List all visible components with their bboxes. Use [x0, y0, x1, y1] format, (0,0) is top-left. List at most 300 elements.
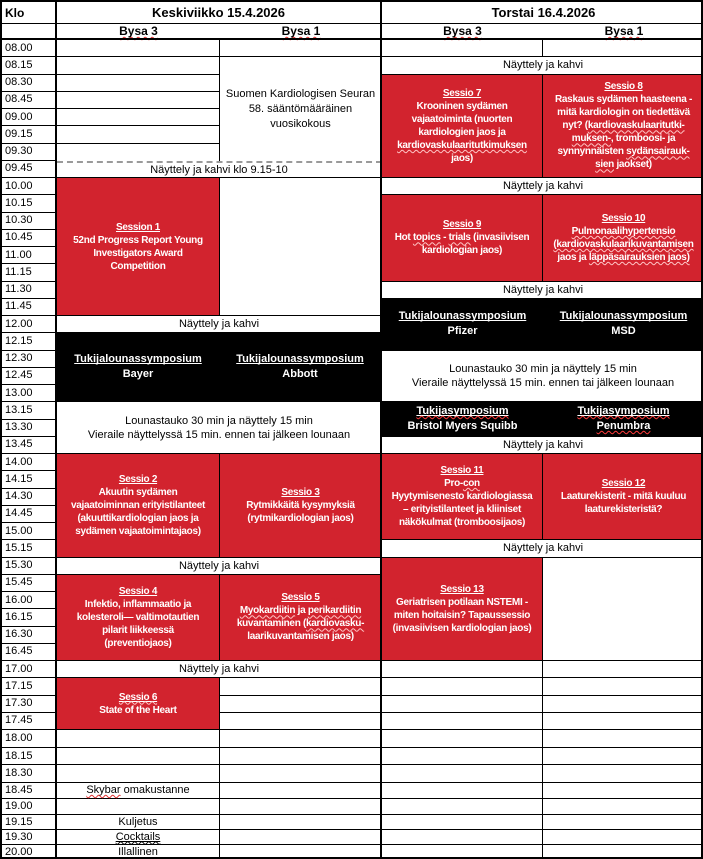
grid-cell [382, 815, 543, 830]
text-segment: con [462, 478, 480, 490]
header-divider-line [2, 23, 703, 24]
text-segment: trials [448, 232, 471, 244]
text-line: (preventiojaos) [104, 637, 172, 649]
day-header-wednesday: Keskiviikko 15.4.2026 [57, 2, 380, 23]
time-label: 09.30 [5, 145, 33, 158]
text-line [416, 404, 508, 419]
text-line: Näyttely ja kahvi [178, 559, 260, 572]
time-label: 10.45 [5, 231, 33, 244]
time-label: 14.45 [5, 507, 33, 520]
text-line: Näyttely ja kahvi [502, 180, 584, 193]
grid-cell [543, 830, 703, 845]
time-cell [2, 299, 57, 316]
text-line: Infektio, inflammaatio ja [84, 598, 192, 610]
text-line: Näyttely ja kahvi klo 9.15-10 [150, 163, 288, 176]
time-column-line [55, 2, 57, 859]
text-segment: Sessio 9 [442, 219, 482, 231]
time-cell [2, 730, 57, 748]
sessio-11 [382, 454, 543, 540]
grid-cell [382, 730, 543, 748]
text-segment: Tukijasymposium [577, 405, 670, 417]
time-cell [2, 454, 57, 471]
time-label: 16.30 [5, 628, 33, 641]
text-line: miten hoitaisin? Tapaussessio [393, 609, 531, 621]
grid-cell [543, 765, 703, 783]
text-line: Suomen Kardiologisen Seuran [225, 87, 376, 100]
text-line: Vieraile näyttelyssä 15 min. ennen tai jälkeen lounaan [411, 376, 675, 389]
grid-cell [220, 713, 382, 730]
time-label: 17.45 [5, 714, 33, 727]
room-header-thu-bysa3 [382, 24, 543, 38]
text-segment: Sessio 5 [281, 592, 320, 604]
text-line: Illallinen [118, 846, 158, 859]
text-line: Näyttely ja kahvi [502, 438, 584, 451]
time-cell [2, 144, 57, 161]
time-label: 18.15 [5, 749, 33, 762]
text-line [281, 591, 319, 604]
grid-cell [543, 713, 703, 730]
grid-cell [382, 696, 543, 713]
grid-cell [543, 845, 703, 859]
sessio-3 [220, 454, 382, 558]
text-line [443, 87, 481, 100]
grid-cell [220, 765, 382, 783]
text-line: jaos) [451, 152, 473, 164]
sessio-7 [382, 75, 543, 179]
grid-cell [57, 57, 220, 74]
room-label: Bysa 1 [604, 24, 644, 38]
time-label: 14.15 [5, 472, 33, 485]
text-line [74, 352, 202, 367]
grid-cell [382, 748, 543, 766]
text-segment: Sessio 7 [442, 87, 482, 99]
text-line: Lounastauko 30 min ja näyttely 15 min [449, 362, 637, 375]
text-line [236, 352, 364, 367]
empty-thu-bysa1-afternoon [543, 558, 703, 662]
text-line [119, 691, 157, 704]
grid-cell [220, 696, 382, 713]
sessio-8 [543, 75, 703, 179]
grid-cell [57, 75, 220, 92]
room-header-wed-bysa3 [57, 24, 220, 38]
time-label: 11.30 [5, 283, 32, 296]
break-thu-1130 [382, 282, 703, 299]
text-line: (invasiivisen kardiologian jaos) [392, 622, 532, 634]
time-cell [2, 161, 57, 178]
time-cell [2, 506, 57, 523]
grid-cell [543, 815, 703, 830]
kuljetus [57, 815, 220, 830]
symposium-half [219, 333, 381, 401]
grid-cell [382, 830, 543, 845]
time-column-header: Klo [2, 2, 57, 23]
text-line: Krooninen sydämen [416, 100, 508, 112]
text-line [440, 583, 483, 596]
text-line: mitä kardiologin on tiedettävä [557, 107, 690, 119]
room-label: Bysa 1 [281, 24, 321, 38]
text-segment: Tukijalounassymposium [398, 310, 527, 323]
time-cell [2, 830, 57, 845]
day-header-thursday: Torstai 16.4.2026 [382, 2, 703, 23]
time-cell [2, 57, 57, 74]
text-line: kolesteroli— valtimotautien [76, 611, 200, 623]
break-wed-1200 [57, 316, 382, 333]
grid-cell [220, 678, 382, 695]
grid-cell [543, 678, 703, 695]
text-line: Hyytymisenesto kardiologiassa [391, 491, 533, 503]
text-line: Abbott [282, 368, 318, 381]
text-line: jaos ja läppäsairauksien jaos) [557, 251, 690, 263]
break-thu-1000 [382, 178, 703, 195]
text-line: näkökulmat (tromboosijaos) [398, 517, 526, 529]
time-cell [2, 783, 57, 799]
time-label: 20.00 [5, 846, 33, 859]
text-line [281, 486, 319, 499]
grid-cell [543, 40, 703, 57]
text-line: Raskaus sydämen haasteena - [555, 94, 692, 106]
text-segment: sien [595, 159, 614, 171]
time-cell [2, 230, 57, 247]
header-bottom-line [2, 38, 703, 40]
time-cell [2, 92, 57, 109]
text-segment: muksen- [571, 133, 611, 145]
text-segment [119, 692, 157, 703]
text-line [604, 80, 642, 93]
time-label: 18.00 [5, 731, 33, 744]
text-segment: Tukijalounassymposium [74, 353, 202, 366]
time-label: 15.15 [5, 541, 33, 554]
empty-wed-bysa1-morning [220, 178, 382, 316]
time-cell [2, 815, 57, 830]
text-segment: kardiovaskulaaritutkimuksen [397, 139, 527, 151]
room-label: Bysa 3 [119, 24, 158, 38]
text-segment: (kardiovaskulaarikuvantamisen [553, 238, 694, 250]
text-segment [416, 405, 508, 417]
text-line [602, 477, 645, 490]
text-line: Geriatrisen potilaan NSTEMI - [396, 596, 528, 608]
text-segment: Cocktails [115, 830, 161, 843]
time-label: 13.45 [5, 438, 33, 451]
sessio-10 [543, 195, 703, 281]
time-label: 15.00 [5, 524, 33, 537]
text-line: Pro-con [444, 478, 480, 490]
break-wed-1700 [57, 661, 382, 678]
text-line: Skybar omakustanne [86, 784, 190, 797]
time-cell [2, 40, 57, 57]
text-line: Näyttely ja kahvi [178, 663, 260, 676]
text-line: Näyttely ja kahvi [502, 283, 584, 296]
text-line: sydämen vajaatoimintajaos) [75, 525, 201, 537]
text-segment: kardiovaskulaaritutki- [587, 120, 685, 132]
time-cell [2, 282, 57, 299]
text-line: Akuutin sydämen [98, 486, 178, 498]
text-line: Hot topics - trials (invasiivisen [394, 232, 530, 244]
text-segment [577, 405, 669, 417]
text-line [119, 585, 157, 598]
text-segment: perikardiitin [307, 605, 362, 617]
text-line: Competition [110, 260, 166, 272]
annual-meeting [220, 57, 382, 161]
text-segment: Myokardiitin [239, 605, 296, 617]
text-line [560, 309, 688, 324]
time-cell [2, 845, 57, 859]
time-label: 09.45 [5, 162, 33, 175]
time-cell [2, 489, 57, 506]
time-label: 17.30 [5, 697, 33, 710]
text-line: kardiologien jaos ja [418, 126, 506, 138]
time-cell [2, 748, 57, 766]
time-label: 12.15 [5, 334, 33, 347]
time-cell [2, 558, 57, 575]
text-segment: Session 1 [116, 221, 160, 233]
grid-cell [543, 661, 703, 678]
text-line: Bayer [122, 368, 154, 381]
text-line [441, 464, 484, 477]
text-line [119, 473, 157, 486]
time-cell [2, 799, 57, 815]
time-cell [2, 575, 57, 592]
grid-cell [543, 696, 703, 713]
time-cell [2, 609, 57, 626]
grid-cell [57, 765, 220, 783]
grid-cell [220, 799, 382, 815]
grid-cell [382, 661, 543, 678]
time-cell [2, 109, 57, 126]
text-segment: Sessio 13 [440, 583, 484, 595]
text-line: State of the Heart [99, 704, 177, 716]
time-label: 12.45 [5, 369, 33, 382]
grid-cell [382, 765, 543, 783]
time-cell [2, 437, 57, 454]
symposium-half [57, 333, 219, 401]
time-label: 13.15 [5, 403, 33, 416]
grid-cell [57, 126, 220, 143]
time-label: 11.45 [5, 300, 32, 313]
time-cell [2, 471, 57, 488]
text-line: 52nd Progress Report Young [73, 234, 203, 246]
grid-cell [57, 92, 220, 109]
text-line: Näyttely ja kahvi [502, 59, 584, 72]
time-label: 10.30 [5, 214, 33, 227]
text-line: vajaatoiminnan erityistilanteet [70, 499, 206, 511]
text-line [602, 212, 645, 225]
grid-cell [220, 830, 382, 845]
grid-cell [220, 748, 382, 766]
symposium-half [543, 402, 703, 436]
text-segment: Skybar [86, 784, 121, 797]
text-line: Vieraile näyttelyssä 15 min. ennen tai jälkeen lounaan [87, 428, 351, 441]
time-label: 08.45 [5, 93, 33, 106]
time-cell [2, 316, 57, 333]
grid-cell [382, 799, 543, 815]
time-cell [2, 540, 57, 557]
text-line: Laaturekisterit - mitä kuuluu [560, 491, 687, 503]
sessio-9 [382, 195, 543, 281]
text-line: Pfizer [447, 325, 478, 338]
time-label: 10.15 [5, 196, 33, 209]
lunch-break-wed [57, 402, 382, 454]
cocktails [57, 830, 220, 845]
break-wed-1530 [57, 558, 382, 575]
time-label: 08.00 [5, 41, 33, 54]
time-cell [2, 195, 57, 212]
text-line: Rytmikkäitä kysymyksiä [246, 499, 355, 511]
text-segment: Sessio 4 [118, 585, 158, 597]
time-cell [2, 420, 57, 437]
time-cell [2, 351, 57, 368]
text-line: nyt? (kardiovaskulaaritutki- [562, 120, 685, 132]
text-line: MSD [611, 325, 636, 338]
lunch-symposium-thu [382, 299, 703, 351]
text-line [397, 139, 527, 152]
time-cell [2, 247, 57, 264]
text-line [116, 831, 161, 844]
text-line: Bristol Myers Squibb [407, 420, 518, 432]
time-cell [2, 696, 57, 713]
time-label: 19.00 [5, 800, 33, 813]
sessio-13 [382, 558, 543, 662]
text-line [399, 309, 527, 324]
text-segment: kardiovasku- [306, 618, 365, 630]
time-cell [2, 126, 57, 143]
text-line [597, 419, 651, 434]
text-line: pilarit liikkeessä [102, 624, 174, 636]
time-cell [2, 368, 57, 385]
time-label: 13.30 [5, 421, 33, 434]
grid-cell [57, 40, 220, 57]
text-line: (rytmikardiologian jaos) [247, 512, 354, 524]
time-cell [2, 661, 57, 678]
lunch-symposium-wed [57, 333, 382, 402]
text-line [577, 404, 669, 419]
grid-cell [220, 783, 382, 799]
time-cell [2, 75, 57, 92]
time-label: 19.30 [5, 830, 33, 843]
text-line [443, 218, 481, 231]
break-thu-1345 [382, 437, 703, 454]
grid-cell [57, 109, 220, 126]
symposium-half [382, 402, 543, 436]
time-label: 09.00 [5, 110, 33, 123]
time-label: 08.15 [5, 58, 33, 71]
sessio-12 [543, 454, 703, 540]
grid-cell [220, 815, 382, 830]
text-segment: läppäsairauksien jaos) [588, 251, 690, 263]
text-line: kuvantaminen (kardiovasku- [236, 618, 365, 630]
text-line: (akuuttikardiologian jaos ja [77, 512, 199, 524]
text-line: vuosikokous [270, 117, 331, 130]
grid-cell [220, 845, 382, 859]
text-line [572, 225, 676, 238]
grid-cell [220, 40, 382, 57]
text-line: Näyttely ja kahvi [178, 318, 260, 331]
grid-cell [57, 799, 220, 815]
time-cell [2, 713, 57, 730]
text-line: laaturekisteristä? [584, 504, 663, 516]
text-line [116, 221, 160, 234]
text-line: Kuljetus [118, 815, 158, 828]
text-line: – erityistilanteet ja kliiniset [403, 504, 521, 516]
grid-cell [543, 799, 703, 815]
text-segment [116, 831, 161, 843]
text-line: laarikuvantamisen jaos) [247, 631, 354, 643]
symposium-half [382, 299, 543, 350]
text-segment: Sessio 2 [118, 473, 158, 485]
text-segment: Sessio 12 [601, 478, 646, 490]
text-segment: Sessio 3 [281, 486, 320, 498]
text-segment: Tukijasymposium [416, 405, 509, 417]
time-cell [2, 333, 57, 350]
sessio-6 [57, 678, 220, 730]
sponsor-symposium-thu [382, 402, 703, 437]
grid-cell [543, 748, 703, 766]
time-label: 12.30 [5, 352, 33, 365]
grid-cell [57, 730, 220, 748]
time-cell [2, 765, 57, 783]
text-line: 58. sääntömääräinen [248, 102, 353, 115]
time-label: 14.30 [5, 490, 33, 503]
room-header-thu-bysa1 [543, 24, 703, 38]
text-segment: Pulmonaalihypertensio [571, 225, 676, 237]
text-line: muksen-, tromboosi- ja [571, 133, 676, 145]
text-line [553, 238, 693, 251]
time-label: 17.15 [5, 679, 33, 692]
time-label: 16.15 [5, 610, 33, 623]
time-label: 18.30 [5, 767, 33, 780]
time-label: 16.45 [5, 645, 33, 658]
time-label: 12.00 [5, 317, 33, 330]
time-label: 08.30 [5, 76, 33, 89]
time-label: 15.30 [5, 559, 33, 572]
time-label: 14.00 [5, 455, 33, 468]
symposium-half [543, 299, 703, 350]
time-label: 19.15 [5, 815, 33, 828]
grid-cell [57, 748, 220, 766]
text-segment: Penumbra [596, 420, 651, 432]
time-label: 11.15 [5, 265, 32, 278]
text-segment: Tukijalounassymposium [236, 353, 364, 366]
text-line: Investigators Award [93, 247, 183, 259]
day-divider-line [380, 2, 382, 859]
time-label: 13.00 [5, 386, 33, 399]
illallinen [57, 845, 220, 859]
time-cell [2, 213, 57, 230]
text-segment: Sessio 10 [601, 212, 646, 224]
sessio-5 [220, 575, 382, 661]
sessio-2 [57, 454, 220, 558]
text-line: Lounastauko 30 min ja näyttely 15 min [125, 414, 313, 427]
time-cell [2, 644, 57, 661]
time-label: 10.00 [5, 179, 33, 192]
time-cell [2, 402, 57, 419]
room-label: Bysa 3 [443, 24, 482, 38]
time-label: 11.00 [5, 248, 32, 261]
text-segment: Sessio 11 [440, 465, 484, 477]
text-segment: sydänsairauk- [626, 146, 690, 158]
break-thu-1515 [382, 540, 703, 557]
time-label: 09.15 [5, 127, 33, 140]
time-label: 16.00 [5, 593, 33, 606]
break-wed-0945 [57, 161, 382, 178]
grid-cell [382, 40, 543, 57]
skybar [57, 783, 220, 799]
text-line: synnynnäisten sydänsairauk- [557, 146, 690, 158]
room-header-wed-bysa1 [220, 24, 382, 38]
text-segment: Tukijalounassymposium [559, 310, 688, 323]
time-cell [2, 385, 57, 402]
grid-cell [220, 730, 382, 748]
text-line: vajaatoiminta (nuorten [411, 113, 513, 125]
